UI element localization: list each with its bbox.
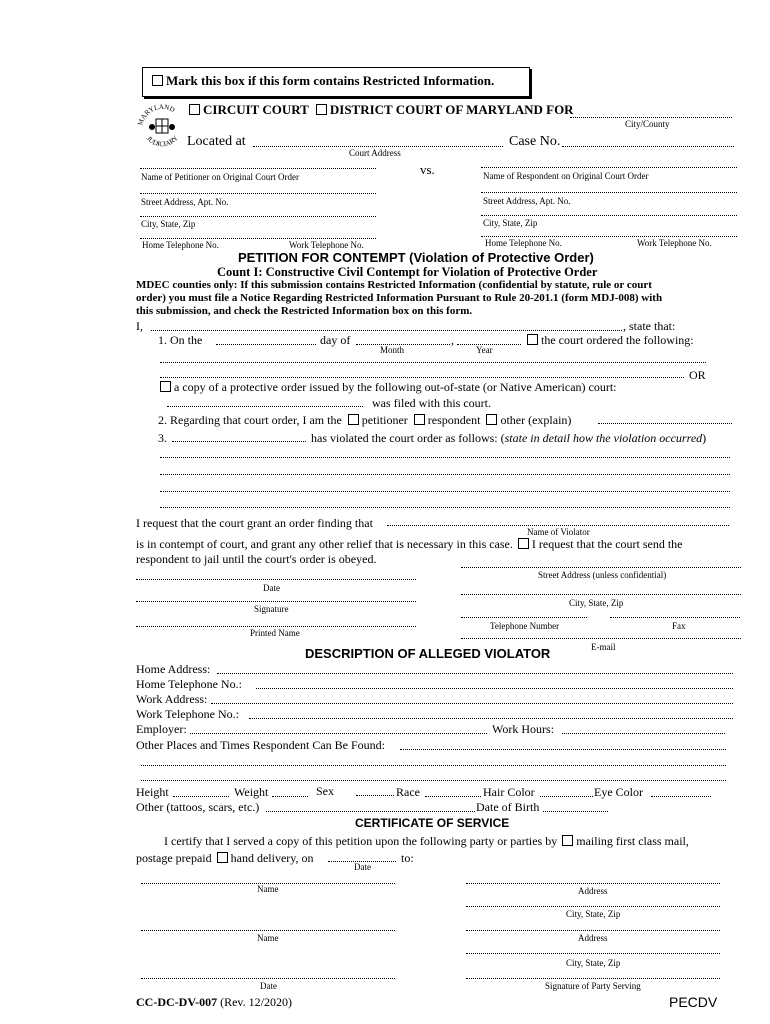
item3-close: ) bbox=[702, 431, 707, 445]
printed-name-caption: Printed Name bbox=[250, 628, 300, 638]
petition-title: PETITION FOR CONTEMPT (Violation of Protective Order) bbox=[238, 250, 594, 265]
name-of-violator-caption: Name of Violator bbox=[527, 527, 590, 537]
dob-line[interactable] bbox=[543, 811, 608, 812]
court-address-line[interactable] bbox=[253, 146, 503, 147]
other-label: other (explain) bbox=[500, 413, 572, 427]
street-address-caption: Street Address (unless confidential) bbox=[538, 570, 667, 580]
violation-line-1[interactable] bbox=[160, 457, 730, 458]
circuit-court-label: CIRCUIT COURT bbox=[203, 102, 309, 117]
respondent-name-line[interactable] bbox=[481, 167, 737, 168]
mdec-notice-line-2: order) you must file a Notice Regarding Restricted Information Pursuant to Rule 20-201.1 (form MDJ-008) with bbox=[136, 292, 663, 304]
respondent-home-tel-caption: Home Telephone No. bbox=[485, 238, 562, 248]
mdec-notice-line-1: MDEC counties only: If this submission contains Restricted Information (confidential by statute, rule or court bbox=[136, 279, 652, 291]
other-marks-label: Other (tattoos, scars, etc.) bbox=[136, 800, 260, 814]
serving-signature-line[interactable] bbox=[466, 978, 720, 979]
home-telephone-line[interactable] bbox=[256, 688, 733, 689]
city-state-zip-line[interactable] bbox=[461, 594, 741, 595]
court-address-caption: Court Address bbox=[349, 148, 401, 158]
weight-label: Weight bbox=[234, 785, 269, 799]
footer-form-row bbox=[136, 995, 292, 1010]
petitioner-street-caption: Street Address, Apt. No. bbox=[141, 197, 229, 207]
race-label: Race bbox=[396, 785, 420, 799]
out-of-state-label: a copy of a protective order issued by the following out-of-state (or Native American) court: bbox=[174, 380, 617, 394]
certificate-line-1: I certify that I served a copy of this petition upon the following party or parties by bbox=[164, 834, 558, 848]
party2-address-caption: Address bbox=[578, 933, 608, 943]
serving-signature-caption: Signature of Party Serving bbox=[545, 981, 641, 991]
party2-city-line[interactable] bbox=[466, 953, 720, 954]
item2-row bbox=[158, 413, 571, 428]
respondent-street-caption: Street Address, Apt. No. bbox=[483, 196, 571, 206]
form-number: CC-DC-DV-007 bbox=[136, 995, 218, 1009]
item2-label: 2. Regarding that court order, I am the bbox=[158, 413, 342, 427]
other-places-line-3[interactable] bbox=[141, 780, 726, 781]
was-filed-label: was filed with this court. bbox=[372, 396, 491, 410]
hand-delivery-checkbox[interactable] bbox=[217, 852, 228, 863]
respondent-phone-line[interactable] bbox=[481, 236, 737, 237]
party2-name-caption: Name bbox=[257, 933, 279, 943]
petitioner-phone-line[interactable] bbox=[140, 238, 376, 239]
jail-request-checkbox[interactable] bbox=[518, 538, 529, 549]
service-date-caption: Date bbox=[354, 862, 371, 872]
respondent-city-caption: City, State, Zip bbox=[483, 218, 538, 228]
case-no-label: Case No. bbox=[509, 134, 561, 149]
order-text-line-1[interactable] bbox=[160, 362, 706, 363]
item1-ordered-checkbox[interactable] bbox=[527, 334, 538, 345]
to-label: to: bbox=[401, 851, 414, 865]
restricted-info-checkbox[interactable] bbox=[152, 75, 163, 86]
district-court-label: DISTRICT COURT OF MARYLAND FOR bbox=[329, 102, 574, 117]
item3-violator-line[interactable] bbox=[172, 441, 306, 442]
work-address-line[interactable] bbox=[211, 703, 733, 704]
request-line-4: respondent to jail until the court's order is obeyed. bbox=[136, 552, 377, 566]
hair-color-label: Hair Color bbox=[483, 785, 535, 799]
employer-label: Employer: bbox=[136, 722, 187, 736]
maryland-judiciary-seal bbox=[136, 99, 188, 157]
petitioner-street-line[interactable] bbox=[140, 193, 376, 194]
or-label: OR bbox=[689, 368, 706, 382]
home-address-line[interactable] bbox=[217, 673, 733, 674]
respondent-checkbox[interactable] bbox=[414, 414, 425, 425]
request-line-2-row bbox=[136, 537, 683, 552]
out-of-state-court-line[interactable] bbox=[167, 406, 363, 407]
certificate-heading: CERTIFICATE OF SERVICE bbox=[355, 816, 510, 830]
item1-ordered-label: the court ordered the following: bbox=[541, 333, 694, 347]
petitioner-name-line[interactable] bbox=[140, 168, 376, 169]
item1-comma: , bbox=[451, 333, 454, 347]
party1-address-line[interactable] bbox=[466, 883, 720, 884]
party1-name-caption: Name bbox=[257, 884, 279, 894]
located-at-label: Located at bbox=[187, 134, 246, 149]
restricted-info-label: Mark this box if this form contains Restricted Information. bbox=[166, 73, 495, 88]
district-court-checkbox[interactable] bbox=[316, 104, 327, 115]
sex-label: Sex bbox=[316, 784, 334, 798]
race-line[interactable] bbox=[425, 796, 481, 797]
work-telephone-line[interactable] bbox=[249, 718, 733, 719]
seal-text-top: MARYLAND bbox=[136, 102, 177, 127]
item3-text: has violated the court order as follows: ( bbox=[311, 431, 505, 445]
restricted-info-label-row bbox=[152, 73, 494, 89]
item3-italic: state in detail how the violation occurred bbox=[504, 431, 703, 445]
party2-name-line[interactable] bbox=[141, 930, 395, 931]
weight-line[interactable] bbox=[272, 796, 308, 797]
height-line[interactable] bbox=[173, 796, 229, 797]
petitioner-city-caption: City, State, Zip bbox=[141, 219, 196, 229]
mailing-label: mailing first class mail, bbox=[576, 834, 689, 848]
other-marks-line[interactable] bbox=[266, 811, 475, 812]
violator-name-line[interactable] bbox=[387, 525, 729, 526]
eye-color-label: Eye Color bbox=[594, 785, 643, 799]
party1-address-caption: Address bbox=[578, 886, 608, 896]
item3-num: 3. bbox=[158, 431, 167, 445]
mailing-checkbox[interactable] bbox=[562, 835, 573, 846]
city-state-zip-caption: City, State, Zip bbox=[569, 598, 624, 608]
form-revision: (Rev. 12/2020) bbox=[220, 995, 292, 1009]
fax-line[interactable] bbox=[610, 617, 740, 618]
employer-line[interactable] bbox=[190, 733, 487, 734]
hand-delivery-label: hand delivery, on bbox=[230, 851, 314, 865]
work-hours-label: Work Hours: bbox=[492, 722, 555, 736]
other-places-line-1[interactable] bbox=[400, 749, 726, 750]
sex-line[interactable] bbox=[356, 795, 394, 796]
city-county-line[interactable] bbox=[570, 117, 732, 118]
signature-caption: Signature bbox=[254, 604, 289, 614]
other-explain-line[interactable] bbox=[598, 423, 732, 424]
request-line-3: I request that the court send the bbox=[531, 537, 683, 551]
petitioner-city-line[interactable] bbox=[140, 216, 376, 217]
item1-ordered-row bbox=[527, 333, 694, 348]
respondent-label: respondent bbox=[427, 413, 481, 427]
month-caption: Month bbox=[380, 345, 405, 355]
city-county-caption: City/County bbox=[625, 119, 670, 129]
item1-day-of: day of bbox=[320, 333, 351, 347]
petitioner-i-line[interactable] bbox=[151, 330, 622, 331]
svg-text:JUDICIARY bbox=[145, 134, 180, 148]
petitioner-name-caption: Name of Petitioner on Original Court Order bbox=[141, 172, 299, 182]
telephone-line[interactable] bbox=[461, 617, 587, 618]
count-title: Count I: Constructive Civil Contempt for Violation of Protective Order bbox=[217, 265, 598, 279]
date-line[interactable] bbox=[136, 579, 416, 580]
work-address-label: Work Address: bbox=[136, 692, 208, 706]
serving-date-line[interactable] bbox=[141, 978, 395, 979]
court-selection-row bbox=[189, 102, 574, 118]
i-label: I, bbox=[136, 319, 143, 333]
telephone-caption: Telephone Number bbox=[490, 621, 560, 631]
certificate-line-2: postage prepaid bbox=[136, 851, 212, 865]
email-caption: E-mail bbox=[591, 642, 616, 652]
dob-label: Date of Birth bbox=[476, 800, 540, 814]
seal-text-bottom: JUDICIARY bbox=[144, 134, 180, 149]
order-text-line-2[interactable] bbox=[160, 377, 684, 378]
home-address-label: Home Address: bbox=[136, 662, 211, 676]
respondent-name-caption: Name of Respondent on Original Court Order bbox=[483, 171, 649, 181]
state-that-label: , state that: bbox=[623, 319, 676, 333]
certificate-line-1-row bbox=[164, 834, 689, 849]
case-no-line[interactable] bbox=[562, 146, 734, 147]
date-caption: Date bbox=[263, 583, 280, 593]
signature-line[interactable] bbox=[136, 601, 416, 602]
vs-label: vs. bbox=[420, 162, 435, 177]
printed-name-line[interactable] bbox=[136, 626, 416, 627]
violator-heading: DESCRIPTION OF ALLEGED VIOLATOR bbox=[305, 646, 551, 661]
mdec-notice-line-3: this submission, and check the Restricted Information box on this form. bbox=[136, 305, 473, 317]
item3-text-row bbox=[311, 431, 706, 446]
party1-city-line[interactable] bbox=[466, 906, 720, 907]
certificate-line-2-row bbox=[136, 851, 314, 866]
other-checkbox[interactable] bbox=[486, 414, 497, 425]
petitioner-work-tel-caption: Work Telephone No. bbox=[289, 240, 364, 250]
serving-date-caption: Date bbox=[260, 981, 277, 991]
out-of-state-checkbox[interactable] bbox=[160, 381, 171, 392]
violation-line-4[interactable] bbox=[160, 507, 730, 508]
party2-city-caption: City, State, Zip bbox=[566, 958, 621, 968]
request-line-2: is in contempt of court, and grant any other relief that is necessary in this case. bbox=[136, 537, 513, 551]
party2-address-line[interactable] bbox=[466, 930, 720, 931]
eye-color-line[interactable] bbox=[651, 796, 711, 797]
height-label: Height bbox=[136, 785, 169, 799]
out-of-state-row bbox=[160, 380, 617, 395]
party1-city-caption: City, State, Zip bbox=[566, 909, 621, 919]
work-telephone-label: Work Telephone No.: bbox=[136, 707, 239, 721]
year-caption: Year bbox=[476, 345, 493, 355]
fax-caption: Fax bbox=[672, 621, 686, 631]
other-places-line-2[interactable] bbox=[141, 765, 726, 766]
hair-color-line[interactable] bbox=[540, 796, 593, 797]
circuit-court-checkbox[interactable] bbox=[189, 104, 200, 115]
violation-line-3[interactable] bbox=[160, 491, 730, 492]
work-hours-line[interactable] bbox=[562, 733, 725, 734]
petitioner-home-tel-caption: Home Telephone No. bbox=[142, 240, 219, 250]
petitioner-label: petitioner bbox=[361, 413, 408, 427]
petitioner-checkbox[interactable] bbox=[348, 414, 359, 425]
request-line-1: I request that the court grant an order finding that bbox=[136, 516, 373, 530]
other-places-label: Other Places and Times Respondent Can Be Found: bbox=[136, 738, 385, 752]
respondent-street-line[interactable] bbox=[481, 192, 737, 193]
home-telephone-label: Home Telephone No.: bbox=[136, 677, 242, 691]
violation-line-2[interactable] bbox=[160, 474, 730, 475]
respondent-city-line[interactable] bbox=[481, 215, 737, 216]
item1-on-the: 1. On the bbox=[158, 333, 203, 347]
item1-day-line[interactable] bbox=[216, 344, 316, 345]
street-address-line[interactable] bbox=[461, 567, 741, 568]
email-line[interactable] bbox=[461, 638, 741, 639]
form-code: PECDV bbox=[669, 994, 718, 1010]
respondent-work-tel-caption: Work Telephone No. bbox=[637, 238, 712, 248]
